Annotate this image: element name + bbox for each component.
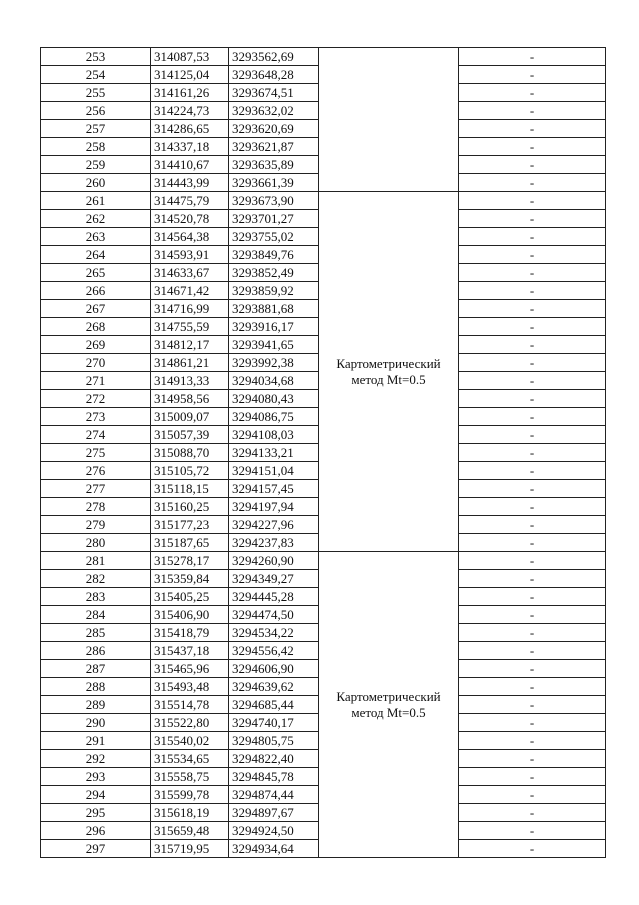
y-coordinate-cell: 3293755,02 [229,228,319,246]
y-coordinate-cell: 3294133,21 [229,444,319,462]
point-number-cell: 280 [41,534,151,552]
point-number-cell: 285 [41,624,151,642]
x-coordinate-cell: 314671,42 [151,282,229,300]
point-number-cell: 284 [41,606,151,624]
y-coordinate-cell: 3294805,75 [229,732,319,750]
accuracy-cell: - [459,390,606,408]
y-coordinate-cell: 3294639,62 [229,678,319,696]
y-coordinate-cell: 3294924,50 [229,822,319,840]
coordinates-table [40,47,606,858]
x-coordinate-cell: 315465,96 [151,660,229,678]
x-coordinate-cell: 314958,56 [151,390,229,408]
accuracy-cell: - [459,372,606,390]
accuracy-cell: - [459,498,606,516]
y-coordinate-cell: 3293916,17 [229,318,319,336]
accuracy-cell: - [459,48,606,66]
x-coordinate-cell: 315618,19 [151,804,229,822]
x-coordinate-cell: 315540,02 [151,732,229,750]
x-coordinate-cell: 315187,65 [151,534,229,552]
y-coordinate-cell: 3294874,44 [229,786,319,804]
point-number-cell: 279 [41,516,151,534]
x-coordinate-cell: 315177,23 [151,516,229,534]
x-coordinate-cell: 314564,38 [151,228,229,246]
x-coordinate-cell: 314337,18 [151,138,229,156]
accuracy-cell: - [459,210,606,228]
method-text-line: Картометрический [336,355,441,371]
accuracy-cell: - [459,786,606,804]
y-coordinate-cell: 3294197,94 [229,498,319,516]
accuracy-cell: - [459,66,606,84]
accuracy-cell: - [459,282,606,300]
y-coordinate-cell: 3294740,17 [229,714,319,732]
point-number-cell: 261 [41,192,151,210]
y-coordinate-cell: 3293673,90 [229,192,319,210]
point-number-cell: 254 [41,66,151,84]
point-number-cell: 287 [41,660,151,678]
accuracy-cell: - [459,120,606,138]
accuracy-cell: - [459,822,606,840]
x-coordinate-cell: 314161,26 [151,84,229,102]
y-coordinate-cell: 3293620,69 [229,120,319,138]
y-coordinate-cell: 3294445,28 [229,588,319,606]
point-number-cell: 269 [41,336,151,354]
y-coordinate-cell: 3293701,27 [229,210,319,228]
accuracy-cell: - [459,678,606,696]
y-coordinate-cell: 3293632,02 [229,102,319,120]
point-number-cell: 296 [41,822,151,840]
accuracy-cell: - [459,588,606,606]
accuracy-cell: - [459,84,606,102]
accuracy-cell: - [459,156,606,174]
point-number-cell: 291 [41,732,151,750]
x-coordinate-cell: 315522,80 [151,714,229,732]
y-coordinate-cell: 3294080,43 [229,390,319,408]
point-number-cell: 297 [41,840,151,858]
x-coordinate-cell: 315418,79 [151,624,229,642]
x-coordinate-cell: 314410,67 [151,156,229,174]
method-text-line: Картометрический [336,688,441,704]
point-number-cell: 270 [41,354,151,372]
y-coordinate-cell: 3294108,03 [229,426,319,444]
x-coordinate-cell: 314861,21 [151,354,229,372]
accuracy-cell: - [459,516,606,534]
y-coordinate-cell: 3293621,87 [229,138,319,156]
point-number-cell: 276 [41,462,151,480]
point-number-cell: 263 [41,228,151,246]
x-coordinate-cell: 315405,25 [151,588,229,606]
x-coordinate-cell: 315719,95 [151,840,229,858]
point-number-cell: 260 [41,174,151,192]
method-text-line: метод Mt=0.5 [351,704,426,720]
accuracy-cell: - [459,804,606,822]
accuracy-cell: - [459,138,606,156]
accuracy-cell: - [459,750,606,768]
accuracy-cell: - [459,300,606,318]
x-coordinate-cell: 315659,48 [151,822,229,840]
accuracy-cell: - [459,408,606,426]
point-number-cell: 292 [41,750,151,768]
y-coordinate-cell: 3293849,76 [229,246,319,264]
point-number-cell: 259 [41,156,151,174]
x-coordinate-cell: 315278,17 [151,552,229,570]
y-coordinate-cell: 3294534,22 [229,624,319,642]
accuracy-cell: - [459,102,606,120]
y-coordinate-cell: 3294474,50 [229,606,319,624]
point-number-cell: 277 [41,480,151,498]
x-coordinate-cell: 315009,07 [151,408,229,426]
method-cell [319,552,459,858]
y-coordinate-cell: 3294934,64 [229,840,319,858]
accuracy-cell: - [459,246,606,264]
point-number-cell: 253 [41,48,151,66]
point-number-cell: 293 [41,768,151,786]
table-body [41,48,606,858]
x-coordinate-cell: 315534,65 [151,750,229,768]
x-coordinate-cell: 315160,25 [151,498,229,516]
accuracy-cell: - [459,840,606,858]
point-number-cell: 262 [41,210,151,228]
x-coordinate-cell: 314755,59 [151,318,229,336]
y-coordinate-cell: 3294606,90 [229,660,319,678]
x-coordinate-cell: 315105,72 [151,462,229,480]
y-coordinate-cell: 3293941,65 [229,336,319,354]
method-text-line: метод Mt=0.5 [351,371,426,387]
method-cell [319,192,459,552]
x-coordinate-cell: 315493,48 [151,678,229,696]
point-number-cell: 290 [41,714,151,732]
accuracy-cell: - [459,552,606,570]
accuracy-cell: - [459,480,606,498]
point-number-cell: 264 [41,246,151,264]
y-coordinate-cell: 3294556,42 [229,642,319,660]
coordinates-sheet [40,47,605,858]
point-number-cell: 255 [41,84,151,102]
accuracy-cell: - [459,534,606,552]
accuracy-cell: - [459,660,606,678]
x-coordinate-cell: 315406,90 [151,606,229,624]
point-number-cell: 282 [41,570,151,588]
accuracy-cell: - [459,318,606,336]
point-number-cell: 295 [41,804,151,822]
x-coordinate-cell: 315118,15 [151,480,229,498]
y-coordinate-cell: 3294845,78 [229,768,319,786]
accuracy-cell: - [459,264,606,282]
accuracy-cell: - [459,228,606,246]
y-coordinate-cell: 3293562,69 [229,48,319,66]
x-coordinate-cell: 314593,91 [151,246,229,264]
y-coordinate-cell: 3293648,28 [229,66,319,84]
x-coordinate-cell: 314125,04 [151,66,229,84]
point-number-cell: 275 [41,444,151,462]
y-coordinate-cell: 3293852,49 [229,264,319,282]
point-number-cell: 273 [41,408,151,426]
accuracy-cell: - [459,570,606,588]
y-coordinate-cell: 3294086,75 [229,408,319,426]
accuracy-cell: - [459,336,606,354]
point-number-cell: 258 [41,138,151,156]
accuracy-cell: - [459,642,606,660]
point-number-cell: 256 [41,102,151,120]
accuracy-cell: - [459,696,606,714]
point-number-cell: 268 [41,318,151,336]
accuracy-cell: - [459,732,606,750]
y-coordinate-cell: 3294822,40 [229,750,319,768]
x-coordinate-cell: 315558,75 [151,768,229,786]
accuracy-cell: - [459,192,606,210]
point-number-cell: 286 [41,642,151,660]
y-coordinate-cell: 3293859,92 [229,282,319,300]
point-number-cell: 289 [41,696,151,714]
x-coordinate-cell: 314286,65 [151,120,229,138]
table-row [41,48,606,66]
x-coordinate-cell: 315088,70 [151,444,229,462]
x-coordinate-cell: 315437,18 [151,642,229,660]
x-coordinate-cell: 314913,33 [151,372,229,390]
point-number-cell: 267 [41,300,151,318]
y-coordinate-cell: 3293661,39 [229,174,319,192]
x-coordinate-cell: 314716,99 [151,300,229,318]
x-coordinate-cell: 314475,79 [151,192,229,210]
point-number-cell: 281 [41,552,151,570]
accuracy-cell: - [459,426,606,444]
x-coordinate-cell: 315514,78 [151,696,229,714]
x-coordinate-cell: 314812,17 [151,336,229,354]
y-coordinate-cell: 3293635,89 [229,156,319,174]
point-number-cell: 265 [41,264,151,282]
x-coordinate-cell: 314520,78 [151,210,229,228]
point-number-cell: 272 [41,390,151,408]
accuracy-cell: - [459,768,606,786]
y-coordinate-cell: 3294685,44 [229,696,319,714]
point-number-cell: 271 [41,372,151,390]
y-coordinate-cell: 3294227,96 [229,516,319,534]
y-coordinate-cell: 3293881,68 [229,300,319,318]
y-coordinate-cell: 3294897,67 [229,804,319,822]
x-coordinate-cell: 314224,73 [151,102,229,120]
accuracy-cell: - [459,444,606,462]
point-number-cell: 274 [41,426,151,444]
x-coordinate-cell: 315599,78 [151,786,229,804]
x-coordinate-cell: 314087,53 [151,48,229,66]
method-cell [319,48,459,192]
point-number-cell: 266 [41,282,151,300]
x-coordinate-cell: 315057,39 [151,426,229,444]
accuracy-cell: - [459,606,606,624]
y-coordinate-cell: 3294237,83 [229,534,319,552]
table-row [41,192,606,210]
accuracy-cell: - [459,714,606,732]
point-number-cell: 257 [41,120,151,138]
accuracy-cell: - [459,462,606,480]
accuracy-cell: - [459,624,606,642]
y-coordinate-cell: 3294034,68 [229,372,319,390]
accuracy-cell: - [459,354,606,372]
y-coordinate-cell: 3294349,27 [229,570,319,588]
y-coordinate-cell: 3294151,04 [229,462,319,480]
y-coordinate-cell: 3293674,51 [229,84,319,102]
point-number-cell: 278 [41,498,151,516]
x-coordinate-cell: 314633,67 [151,264,229,282]
y-coordinate-cell: 3294157,45 [229,480,319,498]
y-coordinate-cell: 3294260,90 [229,552,319,570]
accuracy-cell: - [459,174,606,192]
x-coordinate-cell: 315359,84 [151,570,229,588]
x-coordinate-cell: 314443,99 [151,174,229,192]
table-row [41,552,606,570]
point-number-cell: 283 [41,588,151,606]
point-number-cell: 294 [41,786,151,804]
point-number-cell: 288 [41,678,151,696]
y-coordinate-cell: 3293992,38 [229,354,319,372]
